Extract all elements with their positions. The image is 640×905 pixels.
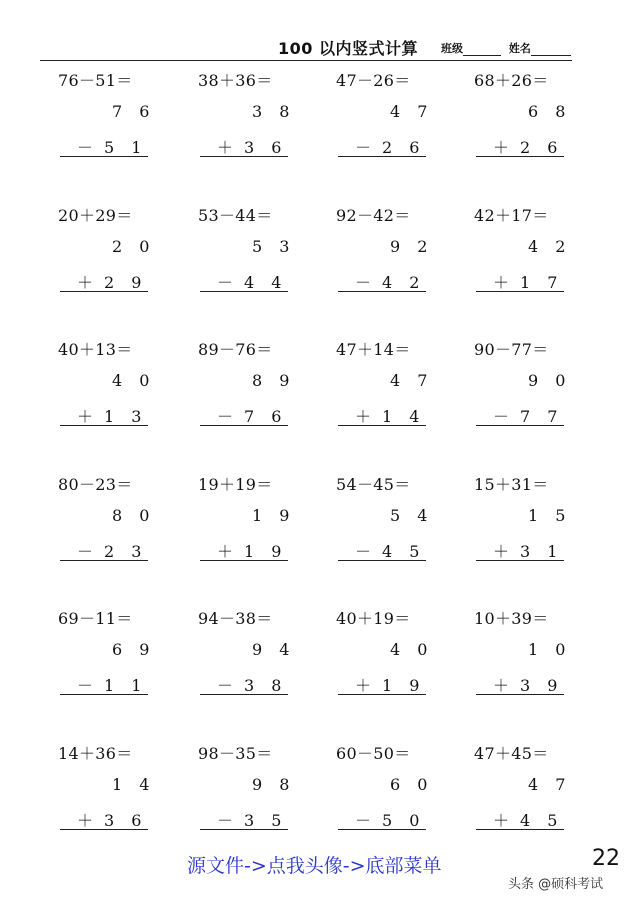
answer-line <box>338 156 426 157</box>
answer-line <box>200 829 288 830</box>
problem-cell <box>58 468 178 578</box>
subtrahend-digits: 4 2 <box>382 272 426 292</box>
minuend-digits: 4 0 <box>112 371 156 390</box>
subtrahend-digits: 3 6 <box>244 138 288 157</box>
minuend-digits: 5 4 <box>390 505 434 525</box>
problem-cell <box>336 737 456 847</box>
problem-equation: 15＋31＝ <box>474 474 549 494</box>
problem-cell <box>336 199 456 309</box>
problem-cell <box>474 468 594 578</box>
operator-symbol: ＋ <box>76 407 93 426</box>
minuend-digits: 2 0 <box>112 236 156 256</box>
operand-line <box>66 270 147 293</box>
problem-equation: 47＋45＝ <box>474 743 549 763</box>
problem-cell <box>336 468 456 578</box>
minuend-digits: 4 7 <box>390 102 434 121</box>
problem-equation: 20＋29＝ <box>58 205 133 225</box>
answer-line <box>60 560 148 561</box>
problem-row <box>0 64 640 174</box>
subtrahend-digits: 2 3 <box>104 541 148 561</box>
problem-equation: 76－51＝ <box>58 71 133 90</box>
problem-equation: 38＋36＝ <box>198 71 273 90</box>
subtrahend-digits: 4 5 <box>382 541 426 561</box>
subtrahend-digits: 5 0 <box>382 810 426 830</box>
subtrahend-digits: 7 7 <box>520 407 564 426</box>
problem-row <box>0 199 640 309</box>
operator-symbol: － <box>492 407 509 426</box>
problem-cell <box>198 737 318 847</box>
subtrahend-digits: 1 4 <box>382 407 426 426</box>
problem-row <box>0 602 640 712</box>
worksheet-title: 100 以内竖式计算 <box>278 39 418 58</box>
minuend-digits: 6 0 <box>390 774 434 794</box>
problem-cell <box>198 199 318 309</box>
answer-line <box>200 291 288 292</box>
problem-cell <box>58 199 178 309</box>
problem-equation: 47＋14＝ <box>336 340 411 359</box>
problem-cell <box>198 333 318 443</box>
problem-cell <box>58 737 178 847</box>
operand-line <box>66 135 147 158</box>
minuend-digits: 8 0 <box>112 505 156 525</box>
answer-line <box>338 829 426 830</box>
problem-cell <box>58 333 178 443</box>
minuend-digits: 4 7 <box>390 371 434 390</box>
subtrahend-digits: 1 1 <box>104 676 148 695</box>
operand-line <box>482 808 563 831</box>
minuend-digits: 9 0 <box>528 371 572 390</box>
minuend-digits: 1 9 <box>252 505 296 525</box>
student-info-fields <box>441 40 571 56</box>
minuend-digits: 3 8 <box>252 102 296 121</box>
problem-equation: 53－44＝ <box>198 205 273 225</box>
class-label: 班级 <box>441 42 463 55</box>
operator-symbol: ＋ <box>354 676 371 695</box>
operand-line <box>66 808 147 831</box>
answer-line <box>476 694 564 695</box>
minuend-digits: 1 4 <box>112 774 156 794</box>
operand-line <box>482 135 563 158</box>
operand-line <box>482 404 563 427</box>
problem-cell <box>336 333 456 443</box>
operand-line <box>344 539 425 562</box>
problem-cell <box>198 602 318 712</box>
problem-equation: 60－50＝ <box>336 743 411 763</box>
operator-symbol: － <box>354 810 371 830</box>
subtrahend-digits: 2 9 <box>104 272 148 292</box>
header-divider <box>40 60 572 61</box>
answer-line <box>60 829 148 830</box>
problem-cell <box>198 468 318 578</box>
minuend-digits: 1 0 <box>528 640 572 659</box>
minuend-digits: 4 2 <box>528 236 572 256</box>
operator-symbol: － <box>354 272 371 292</box>
minuend-digits: 4 7 <box>528 774 572 794</box>
operator-symbol: － <box>354 138 371 157</box>
problem-row <box>0 737 640 847</box>
minuend-digits: 9 4 <box>252 640 296 659</box>
answer-line <box>476 560 564 561</box>
problem-equation: 40＋13＝ <box>58 340 133 359</box>
operand-line <box>344 270 425 293</box>
class-blank <box>463 43 501 56</box>
problem-equation: 69－11＝ <box>58 609 133 628</box>
answer-line <box>338 560 426 561</box>
operand-line <box>344 135 425 158</box>
problem-cell <box>474 737 594 847</box>
operator-symbol: ＋ <box>492 138 509 157</box>
operand-line <box>206 135 287 158</box>
operator-symbol: － <box>216 676 233 695</box>
minuend-digits: 5 3 <box>252 236 296 256</box>
worksheet-header <box>0 36 640 62</box>
problem-equation: 42＋17＝ <box>474 205 549 225</box>
operator-symbol: － <box>76 138 93 157</box>
problem-equation: 98－35＝ <box>198 743 273 763</box>
operator-symbol: ＋ <box>354 407 371 426</box>
problem-cell <box>474 199 594 309</box>
operand-line <box>206 808 287 831</box>
problem-equation: 90－77＝ <box>474 340 549 359</box>
operand-line <box>344 673 425 696</box>
operand-line <box>206 539 287 562</box>
problem-equation: 47－26＝ <box>336 71 411 90</box>
problem-equation: 40＋19＝ <box>336 609 411 628</box>
problem-equation: 92－42＝ <box>336 205 411 225</box>
subtrahend-digits: 2 6 <box>382 138 426 157</box>
subtrahend-digits: 4 5 <box>520 810 564 830</box>
operator-symbol: ＋ <box>76 272 93 292</box>
answer-line <box>200 425 288 426</box>
page-number: 22 <box>592 846 620 871</box>
operand-line <box>66 673 147 696</box>
operator-symbol: ＋ <box>492 541 509 561</box>
operand-line <box>206 673 287 696</box>
minuend-digits: 1 5 <box>528 505 572 525</box>
operator-symbol: － <box>216 407 233 426</box>
answer-line <box>60 425 148 426</box>
operand-line <box>482 673 563 696</box>
operand-line <box>206 404 287 427</box>
subtrahend-digits: 2 6 <box>520 138 564 157</box>
problem-cell <box>58 602 178 712</box>
operator-symbol: － <box>216 272 233 292</box>
operator-symbol: － <box>216 810 233 830</box>
subtrahend-digits: 1 7 <box>520 272 564 292</box>
operator-symbol: ＋ <box>76 810 93 830</box>
answer-line <box>200 560 288 561</box>
subtrahend-digits: 3 9 <box>520 676 564 695</box>
operator-symbol: － <box>76 541 93 561</box>
operand-line <box>482 270 563 293</box>
operand-line <box>482 539 563 562</box>
name-blank <box>531 43 571 56</box>
watermark: 头条 @硕科考试 <box>508 877 604 892</box>
source-file-link[interactable]: 源文件->点我头像->底部菜单 <box>187 855 442 877</box>
problem-row <box>0 333 640 443</box>
problem-equation: 14＋36＝ <box>58 743 133 763</box>
name-label: 姓名 <box>508 42 531 55</box>
subtrahend-digits: 1 9 <box>382 676 426 695</box>
problem-cell <box>336 602 456 712</box>
problem-row <box>0 468 640 578</box>
operator-symbol: － <box>354 541 371 561</box>
operand-line <box>344 404 425 427</box>
subtrahend-digits: 3 1 <box>520 541 564 561</box>
operand-line <box>66 539 147 562</box>
subtrahend-digits: 3 6 <box>104 810 148 830</box>
answer-line <box>60 156 148 157</box>
answer-line <box>338 425 426 426</box>
subtrahend-digits: 4 4 <box>244 272 288 292</box>
problem-cell <box>474 64 594 174</box>
problem-equation: 94－38＝ <box>198 609 273 628</box>
problem-equation: 10＋39＝ <box>474 609 549 628</box>
answer-line <box>338 291 426 292</box>
subtrahend-digits: 7 6 <box>244 407 288 426</box>
subtrahend-digits: 1 9 <box>244 541 288 561</box>
minuend-digits: 9 8 <box>252 774 296 794</box>
minuend-digits: 6 8 <box>528 102 572 121</box>
problem-cell <box>336 64 456 174</box>
subtrahend-digits: 3 8 <box>244 676 288 695</box>
minuend-digits: 6 9 <box>112 640 156 659</box>
answer-line <box>476 425 564 426</box>
minuend-digits: 4 0 <box>390 640 434 659</box>
operator-symbol: ＋ <box>216 138 233 157</box>
answer-line <box>200 156 288 157</box>
problem-cell <box>58 64 178 174</box>
problem-equation: 68＋26＝ <box>474 71 549 90</box>
problem-equation: 54－45＝ <box>336 474 411 494</box>
subtrahend-digits: 5 1 <box>104 138 148 157</box>
operator-symbol: － <box>76 676 93 695</box>
operator-symbol: ＋ <box>492 810 509 830</box>
answer-line <box>200 694 288 695</box>
answer-line <box>60 694 148 695</box>
answer-line <box>476 291 564 292</box>
subtrahend-digits: 1 3 <box>104 407 148 426</box>
problem-equation: 89－76＝ <box>198 340 273 359</box>
problem-cell <box>474 333 594 443</box>
problem-equation: 19＋19＝ <box>198 474 273 494</box>
answer-line <box>60 291 148 292</box>
minuend-digits: 8 9 <box>252 371 296 390</box>
answer-line <box>338 694 426 695</box>
answer-line <box>476 829 564 830</box>
minuend-digits: 7 6 <box>112 102 156 121</box>
problem-cell <box>198 64 318 174</box>
operator-symbol: ＋ <box>216 541 233 561</box>
operand-line <box>344 808 425 831</box>
operand-line <box>66 404 147 427</box>
subtrahend-digits: 3 5 <box>244 810 288 830</box>
problem-equation: 80－23＝ <box>58 474 133 494</box>
problem-cell <box>474 602 594 712</box>
minuend-digits: 9 2 <box>390 236 434 256</box>
operator-symbol: ＋ <box>492 676 509 695</box>
operator-symbol: ＋ <box>492 272 509 292</box>
operand-line <box>206 270 287 293</box>
answer-line <box>476 156 564 157</box>
